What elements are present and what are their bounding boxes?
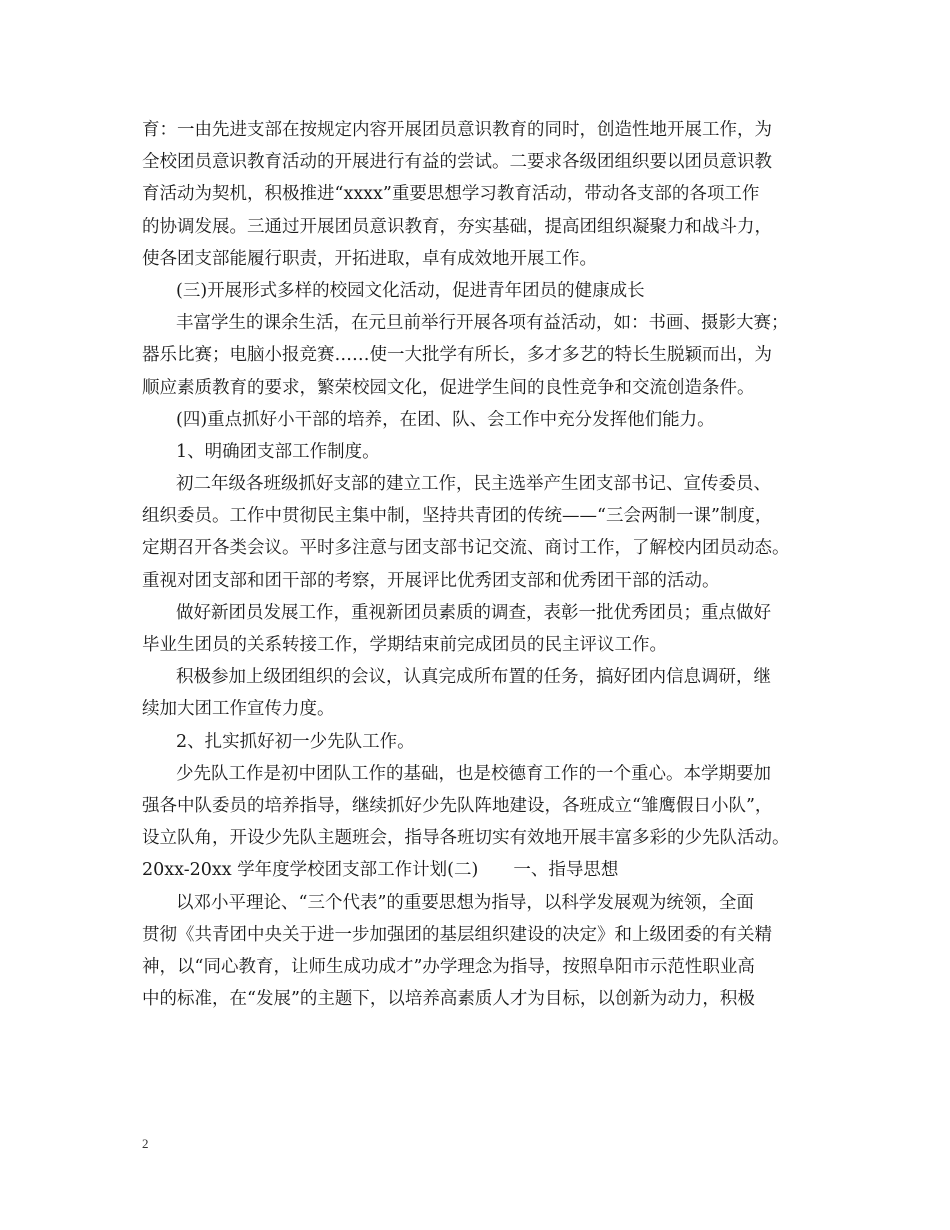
text-line: 设立队角，开设少先队主题班会，指导各班切实有效地开展丰富多彩的少先队活动。 (142, 828, 790, 849)
text-line: 做好新团员发展工作，重视新团员素质的调查，表彰一批优秀团员；重点做好 (176, 602, 771, 623)
text-line: 以邓小平理论、“三个代表”的重要思想为指导，以科学发展观为统领，全面 (176, 892, 754, 913)
text-line: (四)重点抓好小干部的培养，在团、队、会工作中充分发挥他们能力。 (176, 409, 715, 430)
text-line: 中的标准，在“发展”的主题下，以培养高素质人才为目标，以创新为动力，积极 (142, 989, 755, 1010)
text-line: 20xx-20xx 学年度学校团支部工作计划(二) 一、指导思想 (142, 860, 619, 881)
text-line: 毕业生团员的关系转接工作，学期结束前完成团员的民主评议工作。 (142, 635, 667, 655)
text-line: 育：一由先进支部在按规定内容开展团员意识教育的同时，创造性地开展工作，为 (142, 120, 772, 140)
text-line: 神，以“同心教育，让师生成功成才”办学理念为指导，按照阜阳市示范性职业高 (142, 956, 755, 977)
text-line: 积极参加上级团组织的会议，认真完成所布置的任务，搞好团内信息调研，继 (176, 667, 771, 688)
text-line: 少先队工作是初中团队工作的基础，也是校德育工作的一个重心。本学期要加 (176, 763, 771, 784)
text-line: 重视对团支部和团干部的考察，开展评比优秀团支部和优秀团干部的活动。 (142, 570, 720, 591)
text-line: 定期召开各类会议。平时多注意与团支部书记交流、商讨工作，了解校内团员动态。 (142, 538, 790, 559)
text-line: 育活动为契机，积极推进“xxxx”重要思想学习教育活动，带动各支部的各项工作 (142, 184, 760, 205)
text-line: 贯彻《共青团中央关于进一步加强团的基层组织建设的决定》和上级团委的有关精 (142, 924, 772, 945)
text-line: 的协调发展。三通过开展团员意识教育，夯实基础，提高团组织凝聚力和战斗力， (142, 216, 772, 237)
text-line: (三)开展形式多样的校园文化活动，促进青年团员的健康成长 (176, 280, 645, 301)
text-line: 组织委员。工作中贯彻民主集中制，坚持共青团的传统——“三会两制一课”制度， (142, 506, 773, 527)
text-line: 续加大团工作宣传力度。 (142, 699, 335, 720)
document-body (142, 114, 812, 1015)
text-line: 强各中队委员的培养指导，继续抓好少先队阵地建设，各班成立“雏鹰假日小队”， (142, 795, 773, 816)
text-line: 器乐比赛；电脑小报竞赛……使一大批学有所长，多才多艺的特长生脱颖而出，为 (142, 345, 772, 366)
text-line: 顺应素质教育的要求，繁荣校园文化，促进学生间的良性竞争和交流创造条件。 (142, 377, 755, 398)
text-line: 2、扎实抓好初一少先队工作。 (176, 731, 415, 752)
text-line: 初二年级各班级抓好支部的建立工作，民主选举产生团支部书记、宣传委员、 (176, 474, 771, 495)
text-line: 丰富学生的课余生活，在元旦前举行开展各项有益活动，如：书画、摄影大赛； (176, 313, 789, 334)
text-line: 1、明确团支部工作制度。 (176, 441, 380, 462)
text-line: 全校团员意识教育活动的开展进行有益的尝试。二要求各级团组织要以团员意识教 (142, 152, 772, 173)
text-line: 使各团支部能履行职责，开拓进取，卓有成效地开展工作。 (142, 248, 597, 269)
page-number: 2 (142, 1136, 149, 1151)
